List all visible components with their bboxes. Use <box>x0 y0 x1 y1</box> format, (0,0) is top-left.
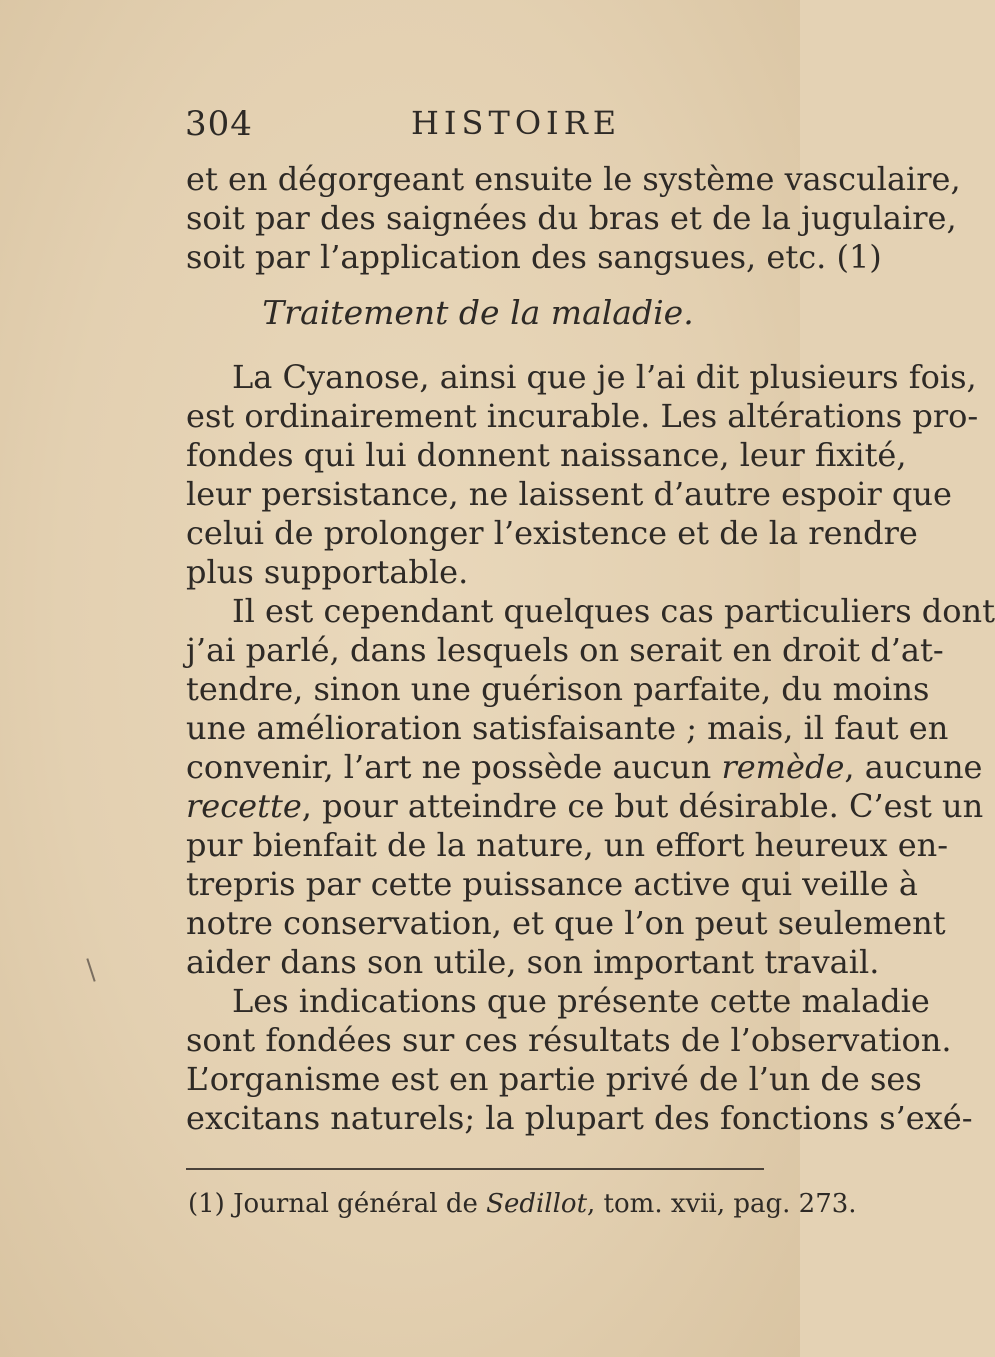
page-number: 304 <box>185 104 253 144</box>
text-line: Il est cependant quelques cas particuliers dont <box>232 592 995 630</box>
margin-mark <box>86 958 95 981</box>
running-title: HISTOIRE <box>411 104 622 142</box>
text-line: sont fondées sur ces résultats de l’observation. <box>186 1021 952 1059</box>
text-line: est ordinairement incurable. Les altérations pro- <box>186 397 979 435</box>
text-line: soit par des saignées du bras et de la jugulaire, <box>186 199 957 237</box>
text-line: et en dégorgeant ensuite le système vasculaire, <box>186 160 961 198</box>
text-line: pur bienfait de la nature, un effort heureux en- <box>186 826 949 864</box>
text-line: une amélioration satisfaisante ; mais, il faut en <box>186 709 949 747</box>
text-line: trepris par cette puissance active qui veille à <box>186 865 918 903</box>
text-line: celui de prolonger l’existence et de la rendre <box>186 514 918 552</box>
text-line: soit par l’application des sangsues, etc. (1) <box>186 238 882 276</box>
text-line: L’organisme est en partie privé de l’un de ses <box>186 1060 922 1098</box>
text-line: excitans naturels; la plupart des fonctions s’exé- <box>186 1099 973 1137</box>
text-line: Les indications que présente cette maladie <box>232 982 930 1020</box>
footnote-rule <box>186 1168 764 1170</box>
footnote-author: Sedillot <box>486 1189 588 1219</box>
text-segment: , pour atteindre ce but désirable. C’est un <box>301 787 984 825</box>
text-segment: , aucune <box>844 748 983 786</box>
footnote-text: , tom. xvii, pag. 273. <box>587 1189 857 1219</box>
text-line <box>186 787 984 825</box>
text-line <box>186 748 983 786</box>
text-line: j’ai parlé, dans lesquels on serait en droit d’at- <box>186 631 944 669</box>
text-line: notre conservation, et que l’on peut seulement <box>186 904 946 942</box>
text-line: tendre, sinon une guérison parfaite, du moins <box>186 670 930 708</box>
text-line: La Cyanose, ainsi que je l’ai dit plusieurs fois, <box>232 358 977 396</box>
text-line: aider dans son utile, son important travail. <box>186 943 880 981</box>
footnote <box>188 1188 857 1220</box>
section-heading: Traitement de la maladie. <box>262 293 694 332</box>
text-line: leur persistance, ne laissent d’autre espoir que <box>186 475 952 513</box>
italic-word: remède <box>721 748 845 786</box>
text-line: fondes qui lui donnent naissance, leur fixité, <box>186 436 907 474</box>
text-line: plus supportable. <box>186 553 469 591</box>
italic-word: recette <box>186 787 302 825</box>
page-header <box>185 104 785 150</box>
text-segment: convenir, l’art ne possède aucun <box>186 748 722 786</box>
footnote-text: (1) Journal général de <box>188 1189 487 1219</box>
